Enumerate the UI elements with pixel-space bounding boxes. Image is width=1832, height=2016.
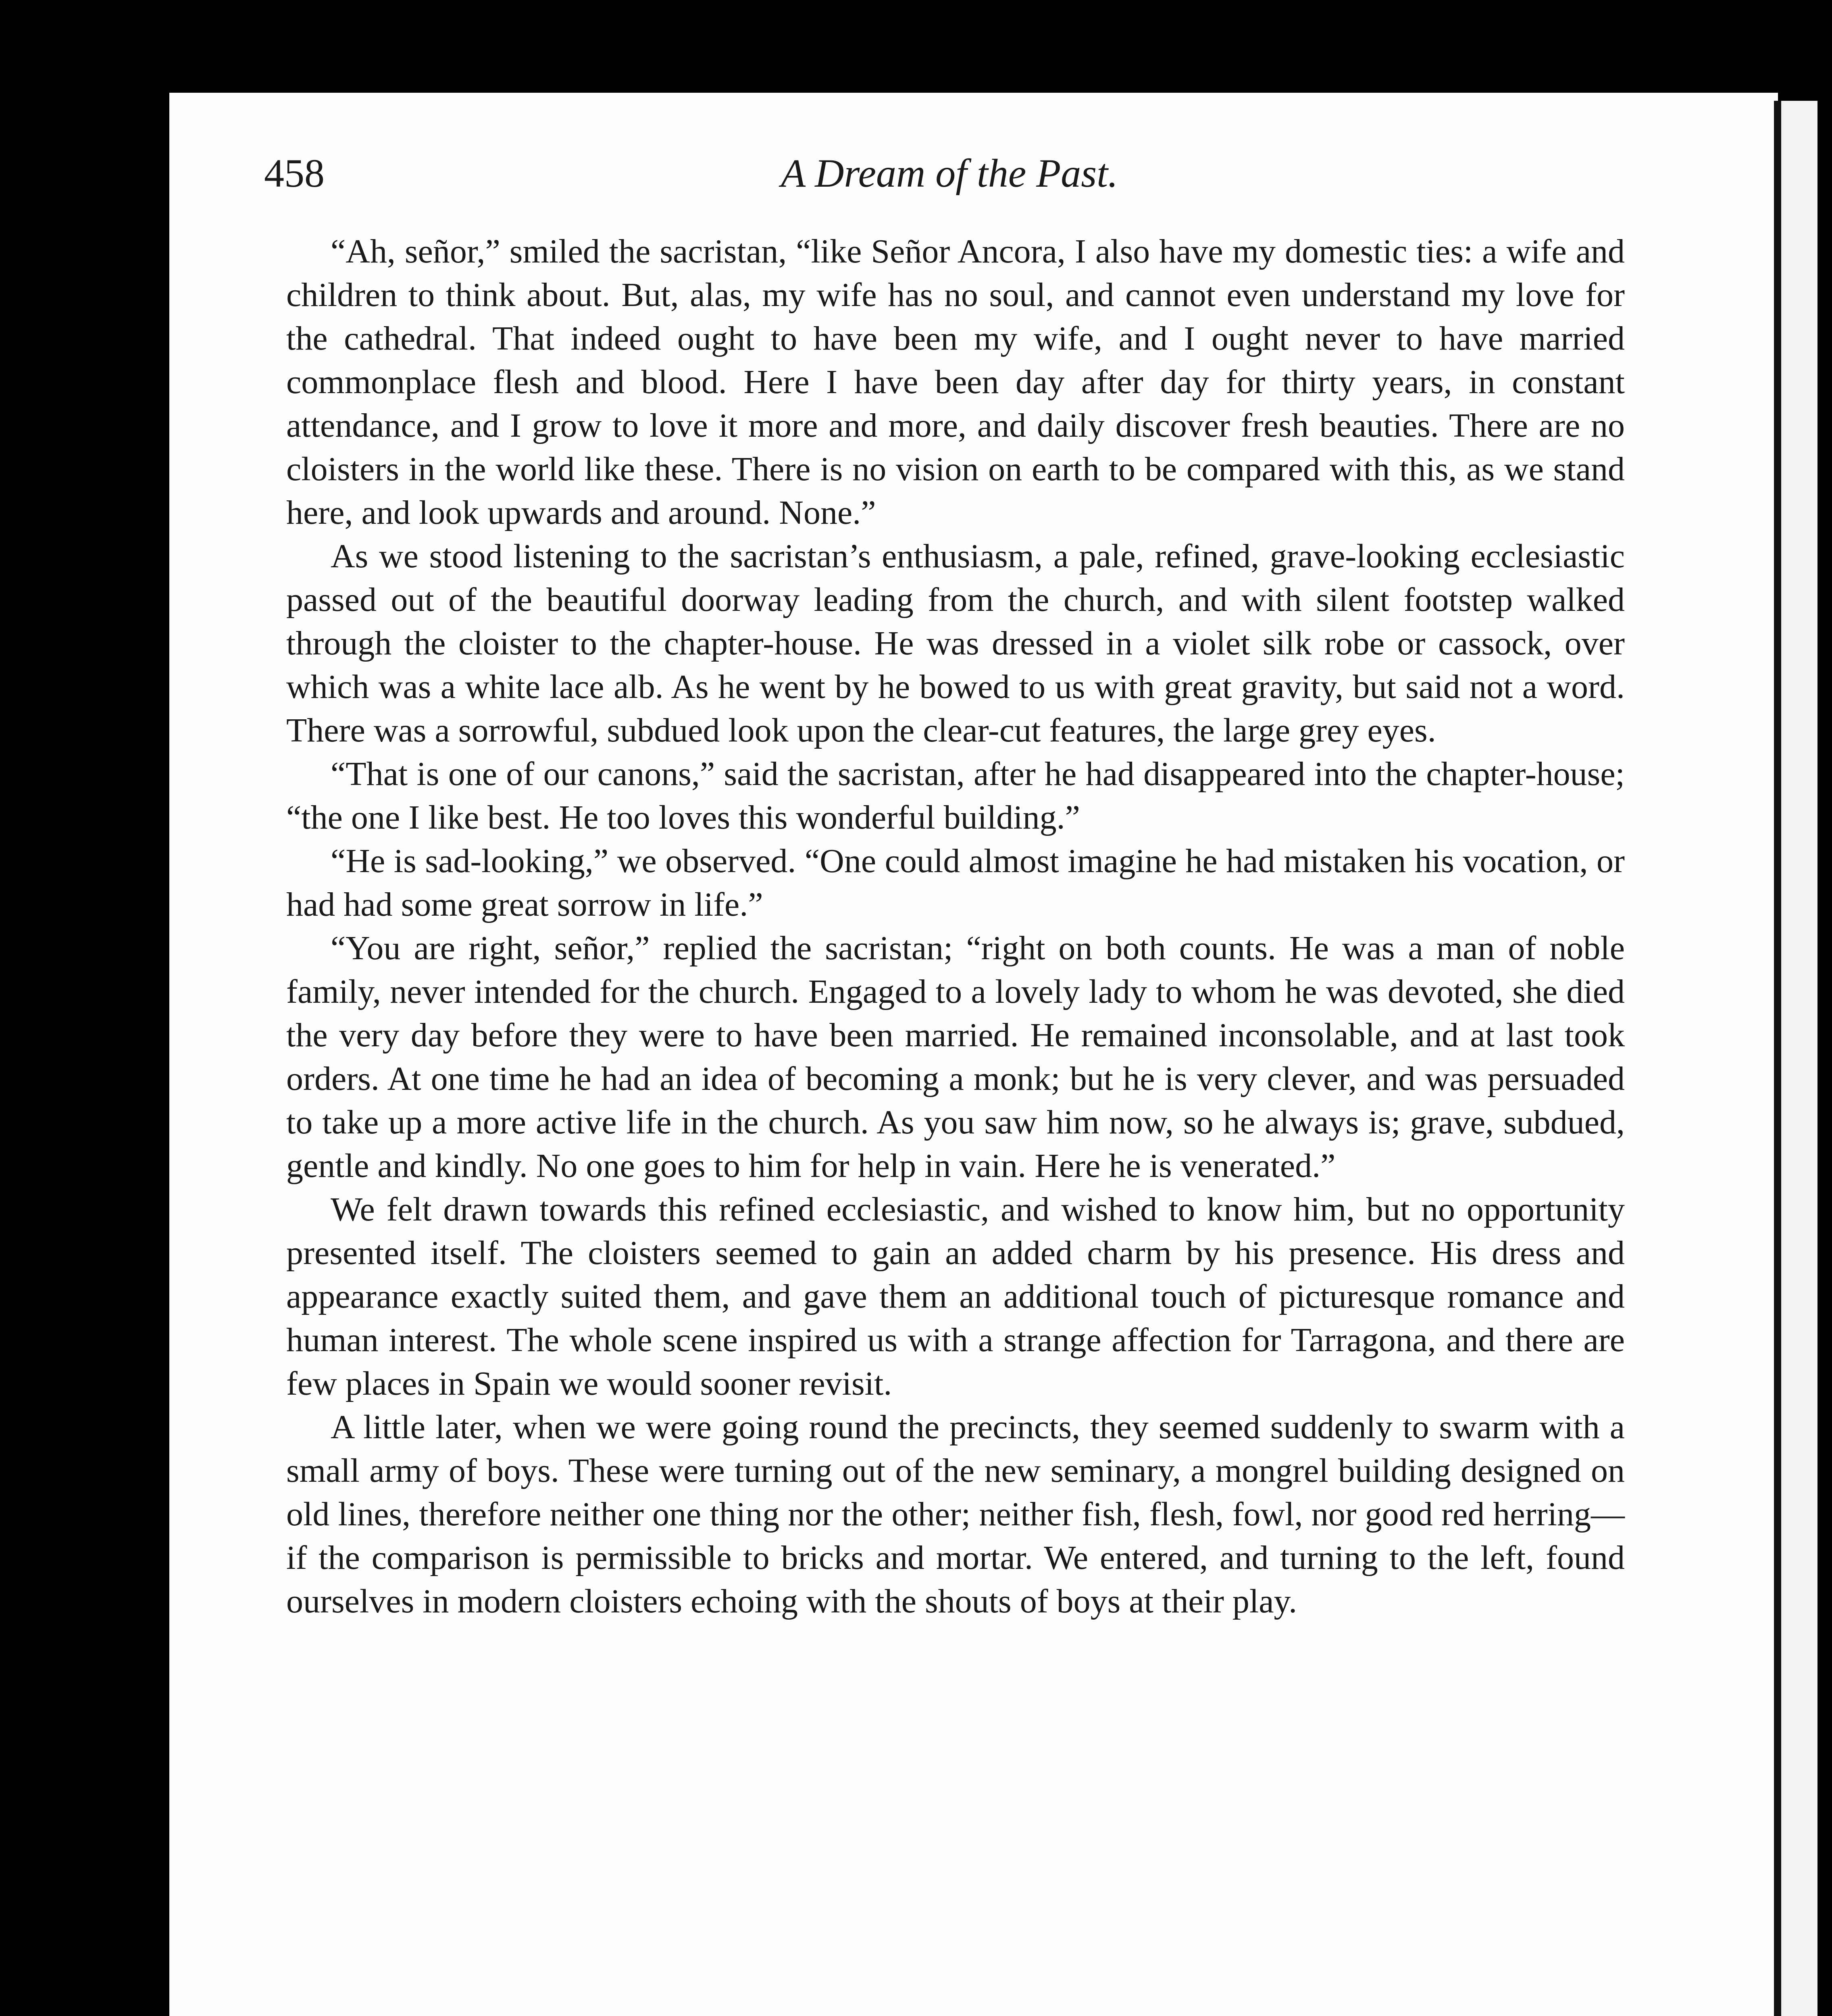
paragraph: “Ah, señor,” smiled the sacristan, “like Señor Ancora, I also have my domestic ties: a wife and children to think about. But, alas, my wife has no soul, and cannot even understand my love for the cathedral. That indeed ought to have been my wife, and I ought never to have married commonplace flesh and blood. Here I have been day after day for thirty years, in constant attendance, and I grow to love it more and more, and daily discover fresh beauties. There are no cloisters in the world like these. There is no vision on earth to be compared with this, as we stand here, and look upwards and around. None.” — [286, 233, 1625, 531]
paragraph: We felt drawn towards this refined ecclesiastic, and wished to know him, but no opportunity presented itself. The cloisters seemed to gain an added charm by his presence. His dress and appearance exactly suited them, and gave them an additional touch of picturesque romance and human interest. The whole scene inspired us with a strange affection for Tarragona, and there are few places in Spain we would sooner revisit. — [286, 1191, 1625, 1402]
paragraph: “That is one of our canons,” said the sacristan, after he had disappeared into the chapter-house; “the one I like best. He too loves this wonderful building.” — [286, 755, 1625, 836]
paragraph: A little later, when we were going round the precincts, they seemed suddenly to swarm with a small army of boys. These were turning out of the new seminary, a mongrel building designed on old lines, therefore neither one thing nor the other; neither fish, flesh, fowl, nor good red herring—if the comparison is permissible to bricks and mortar. We entered, and turning to the left, found ourselves in modern cloisters echoing with the shouts of boys at their play. — [286, 1408, 1625, 1620]
next-page-edge — [1774, 101, 1817, 2016]
page-header — [264, 145, 1635, 202]
running-title: A Dream of the Past. — [781, 151, 1118, 196]
paragraph: As we stood listening to the sacristan’s enthusiasm, a pale, refined, grave-looking ecclesiastic passed out of the beautiful doorway leading from the church, and with silent footstep walked through the cloister to the chapter-house. He was dressed in a violet silk robe or cassock, over which was a white lace alb. As he went by he bowed to us with great gravity, but said not a word. There was a sorrowful, subdued look upon the clear-cut features, the large grey eyes. — [286, 537, 1625, 749]
paragraph: “He is sad-looking,” we observed. “One could almost imagine he had mistaken his vocation, or had had some great sorrow in life.” — [286, 842, 1625, 923]
page-number: 458 — [264, 151, 325, 196]
body-text — [286, 230, 1625, 1623]
paragraph: “You are right, señor,” replied the sacristan; “right on both counts. He was a man of noble family, never intended for the church. Engaged to a lovely lady to whom he was devoted, she died the very day before they were to have been married. He remained inconsolable, and at last took orders. At one time he had an idea of becoming a monk; but he is very clever, and was persuaded to take up a more active life in the church. As you saw him now, so he always is; grave, subdued, gentle and kindly. No one goes to him for help in vain. Here he is venerated.” — [286, 929, 1625, 1185]
